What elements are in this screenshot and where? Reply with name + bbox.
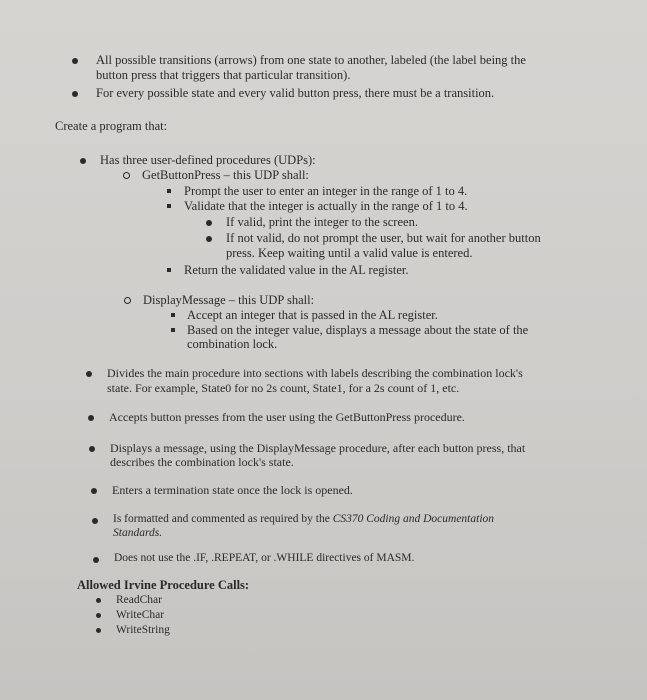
transitions-line1: All possible transitions (arrows) from one state to another, labeled (the label being the: [96, 53, 526, 67]
bullet-dot: [72, 91, 78, 97]
standards-name: CS370 Coding and Documentation: [332, 513, 495, 525]
enters-line: Enters a termination state once the lock is opened.: [112, 483, 353, 497]
divides-line1: Divides the main procedure into sections with labels describing the combination lock's: [107, 366, 523, 380]
displaymessage-title: DisplayMessage – this UDP shall:: [143, 293, 315, 307]
formatted-text: Is formatted and commented as required by the: [113, 513, 333, 525]
if-not-valid-line1: If not valid, do not prompt the user, but wait for another button: [226, 231, 541, 245]
formatted-line2: Standards.: [113, 527, 163, 539]
displays-line2: describes the combination lock's state.: [110, 455, 294, 469]
bullet-dot: [206, 220, 212, 226]
bullet-dot: [206, 236, 212, 242]
call-readchar: ReadChar: [116, 594, 162, 606]
divides-line2: state. For example, State0 for no 2s count, State1, for a 2s count of 1, etc.: [107, 381, 460, 395]
square-bullet: [171, 328, 175, 332]
accept-item: Accept an integer that is passed in the AL register.: [187, 308, 438, 322]
getbuttonpress-title: GetButtonPress – this UDP shall:: [142, 168, 309, 182]
square-bullet: [171, 313, 175, 317]
udp-intro: Has three user-defined procedures (UDPs):: [100, 153, 316, 167]
bullet-dot: [91, 488, 97, 494]
bullet-dot: [96, 628, 101, 633]
displays-line1: Displays a message, using the DisplayMessage procedure, after each button press, that: [110, 441, 526, 455]
bullet-dot: [86, 371, 92, 377]
circle-bullet: [123, 172, 130, 179]
transitions-line2: button press that triggers that particular transition).: [96, 68, 351, 82]
bullet-dot: [93, 557, 99, 563]
call-writestring: WriteString: [116, 624, 170, 636]
allowed-heading: Allowed Irvine Procedure Calls:: [77, 578, 250, 592]
bullet-dot: [92, 518, 98, 524]
based-on-line2: combination lock.: [187, 337, 278, 351]
circle-bullet: [124, 297, 131, 304]
call-writechar: WriteChar: [116, 609, 165, 621]
square-bullet: [167, 189, 171, 193]
bullet-dot: [96, 613, 101, 618]
square-bullet: [167, 268, 171, 272]
if-not-valid-line2: press. Keep waiting until a valid value is entered.: [226, 246, 473, 260]
create-heading: Create a program that:: [55, 119, 168, 133]
square-bullet: [167, 204, 171, 208]
accepts-line: Accepts button presses from the user using the GetButtonPress procedure.: [109, 410, 465, 424]
bullet-dot: [80, 158, 86, 164]
every-state-line: For every possible state and every valid button press, there must be a transition.: [96, 86, 495, 100]
bullet-dot: [72, 58, 78, 64]
if-valid-item: If valid, print the integer to the screen.: [226, 215, 418, 229]
bullet-dot: [96, 598, 101, 603]
formatted-line1: [113, 512, 494, 526]
based-on-line1: Based on the integer value, displays a message about the state of the: [187, 323, 529, 337]
bullet-dot: [88, 415, 94, 421]
prompt-item: Prompt the user to enter an integer in the range of 1 to 4.: [184, 184, 468, 198]
bullet-dot: [89, 446, 95, 452]
return-item: Return the validated value in the AL register.: [184, 263, 409, 277]
validate-item: Validate that the integer is actually in the range of 1 to 4.: [184, 199, 468, 213]
does-not-line: Does not use the .IF, .REPEAT, or .WHILE directives of MASM.: [114, 552, 415, 564]
